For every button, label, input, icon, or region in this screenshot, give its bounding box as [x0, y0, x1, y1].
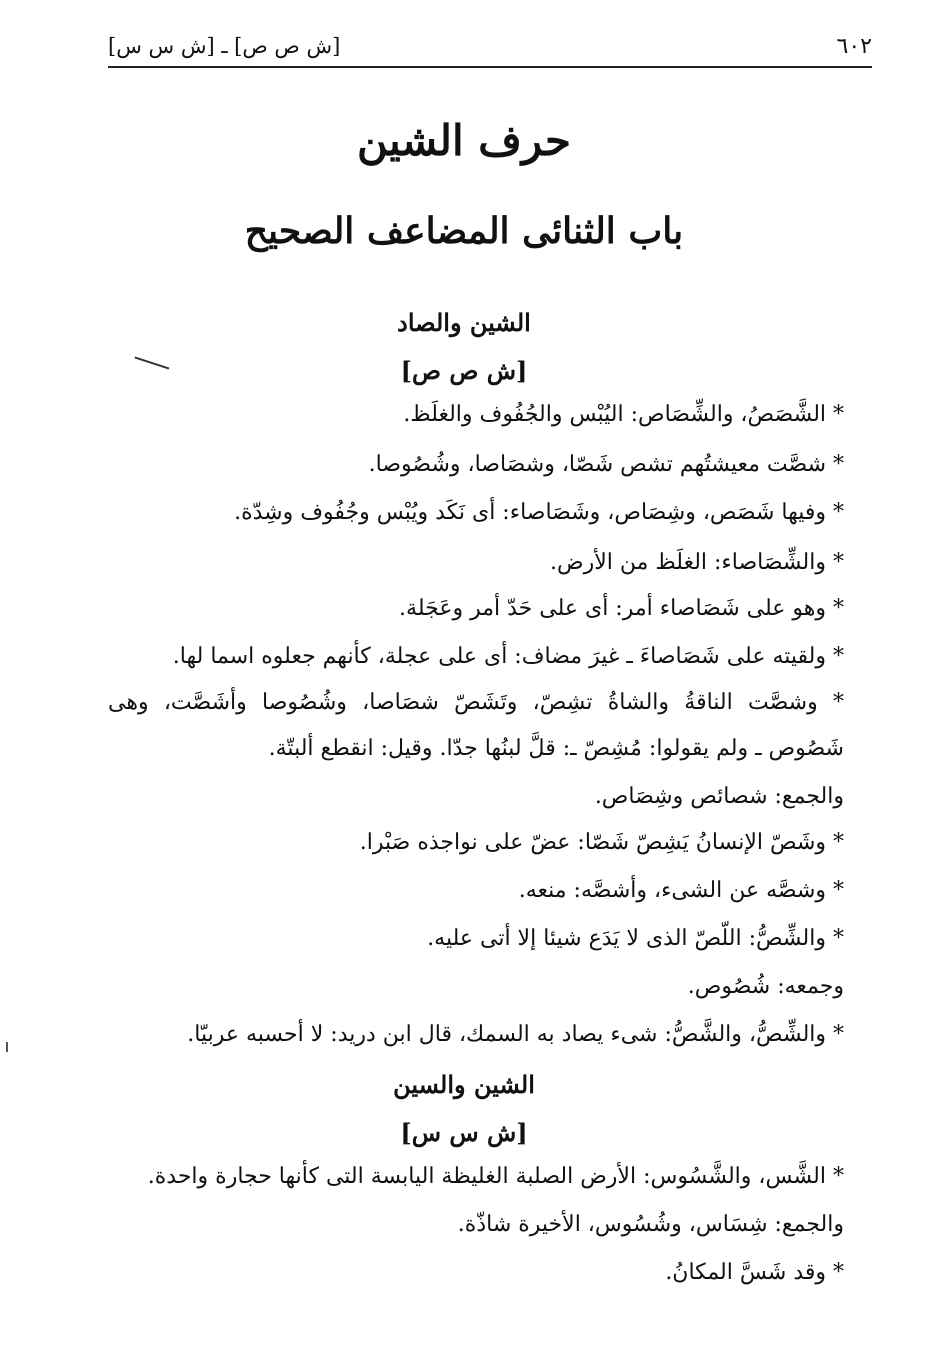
subsection-heading: الشين والصاد [397, 308, 531, 337]
page-header [108, 30, 872, 68]
entry-line: * وشصَّت الناقةُ والشاةُ تشِصّ، وتَشَصّ شصَاصا، وشُصُوصا وأشَصَّت، وهى [108, 690, 844, 715]
entry-line: * الشَّس، والشَّسُوس: الأرض الصلبة الغليظة اليابسة التى كأنها حجارة واحدة. [147, 1164, 844, 1189]
running-header: [ش ص ص] ـ [ش س س] [108, 34, 341, 58]
subsection-heading: الشين والسين [393, 1070, 535, 1099]
entry-line: * وهو على شَصَاصاء أمر: أى على حَدّ أمر وعَجَلة. [399, 596, 844, 621]
entry-line: والجمع: شِسَاس، وشُسُوس، الأخيرة شاذّة. [457, 1212, 844, 1237]
entry-line: * وشصَّه عن الشىء، وأشصَّه: منعه. [518, 878, 844, 903]
entry-line: * والشِّصُّ، والشَّصُّ: شىء يصاد به السمك، قال ابن دريد: لا أحسبه عربيّا. [187, 1022, 844, 1047]
entry-line: شَصُوص ـ ولم يقولوا: مُشِصّ ـ: قلَّ لبنُها جدّا. وقيل: انقطع ألبتّة. [268, 736, 844, 761]
entry-line: * والشِّصَاصاء: الغلَظ من الأرض. [550, 550, 844, 575]
section-title: باب الثنائى المضاعف الصحيح [244, 210, 684, 252]
entry-line: * شصَّت معيشتُهم تشص شَصّا، وشصَاصا، وشُصُوصا. [368, 452, 844, 477]
entry-line: * والشِّصُّ: اللّصّ الذى لا يَدَع شيئا إلا أتى عليه. [427, 926, 844, 951]
entry-line: * وشَصّ الإنسانُ يَشِصّ شَصّا: عضّ على نواجذه صَبْرا. [359, 830, 844, 855]
margin-tick [6, 1042, 8, 1052]
chapter-title: حرف الشين [357, 116, 571, 165]
entry-line: * ولقيته على شَصَاصاءَ ـ غيرَ مضاف: أى على عجلة، كأنهم جعلوه اسما لها. [172, 644, 844, 669]
page-number: ٦٠٢ [836, 34, 872, 59]
entry-line: * الشَّصَصُ، والشِّصَاص: اليُبْس والجُفُوف والغلَظ. [403, 402, 844, 427]
entry-line: * وفيها شَصَص، وشِصَاص، وشَصَاصاء: أى نَكَد ويُبْس وجُفُوف وشِدّة. [234, 500, 844, 525]
root-heading: [ش س س] [400, 1118, 528, 1147]
root-heading: [ش ص ص] [400, 356, 528, 385]
entry-line: * وقد شَسَّ المكانُ. [665, 1260, 844, 1285]
entry-line: وجمعه: شُصُوص. [687, 974, 844, 999]
entry-line: والجمع: شصائص وشِصَاص. [594, 784, 844, 809]
